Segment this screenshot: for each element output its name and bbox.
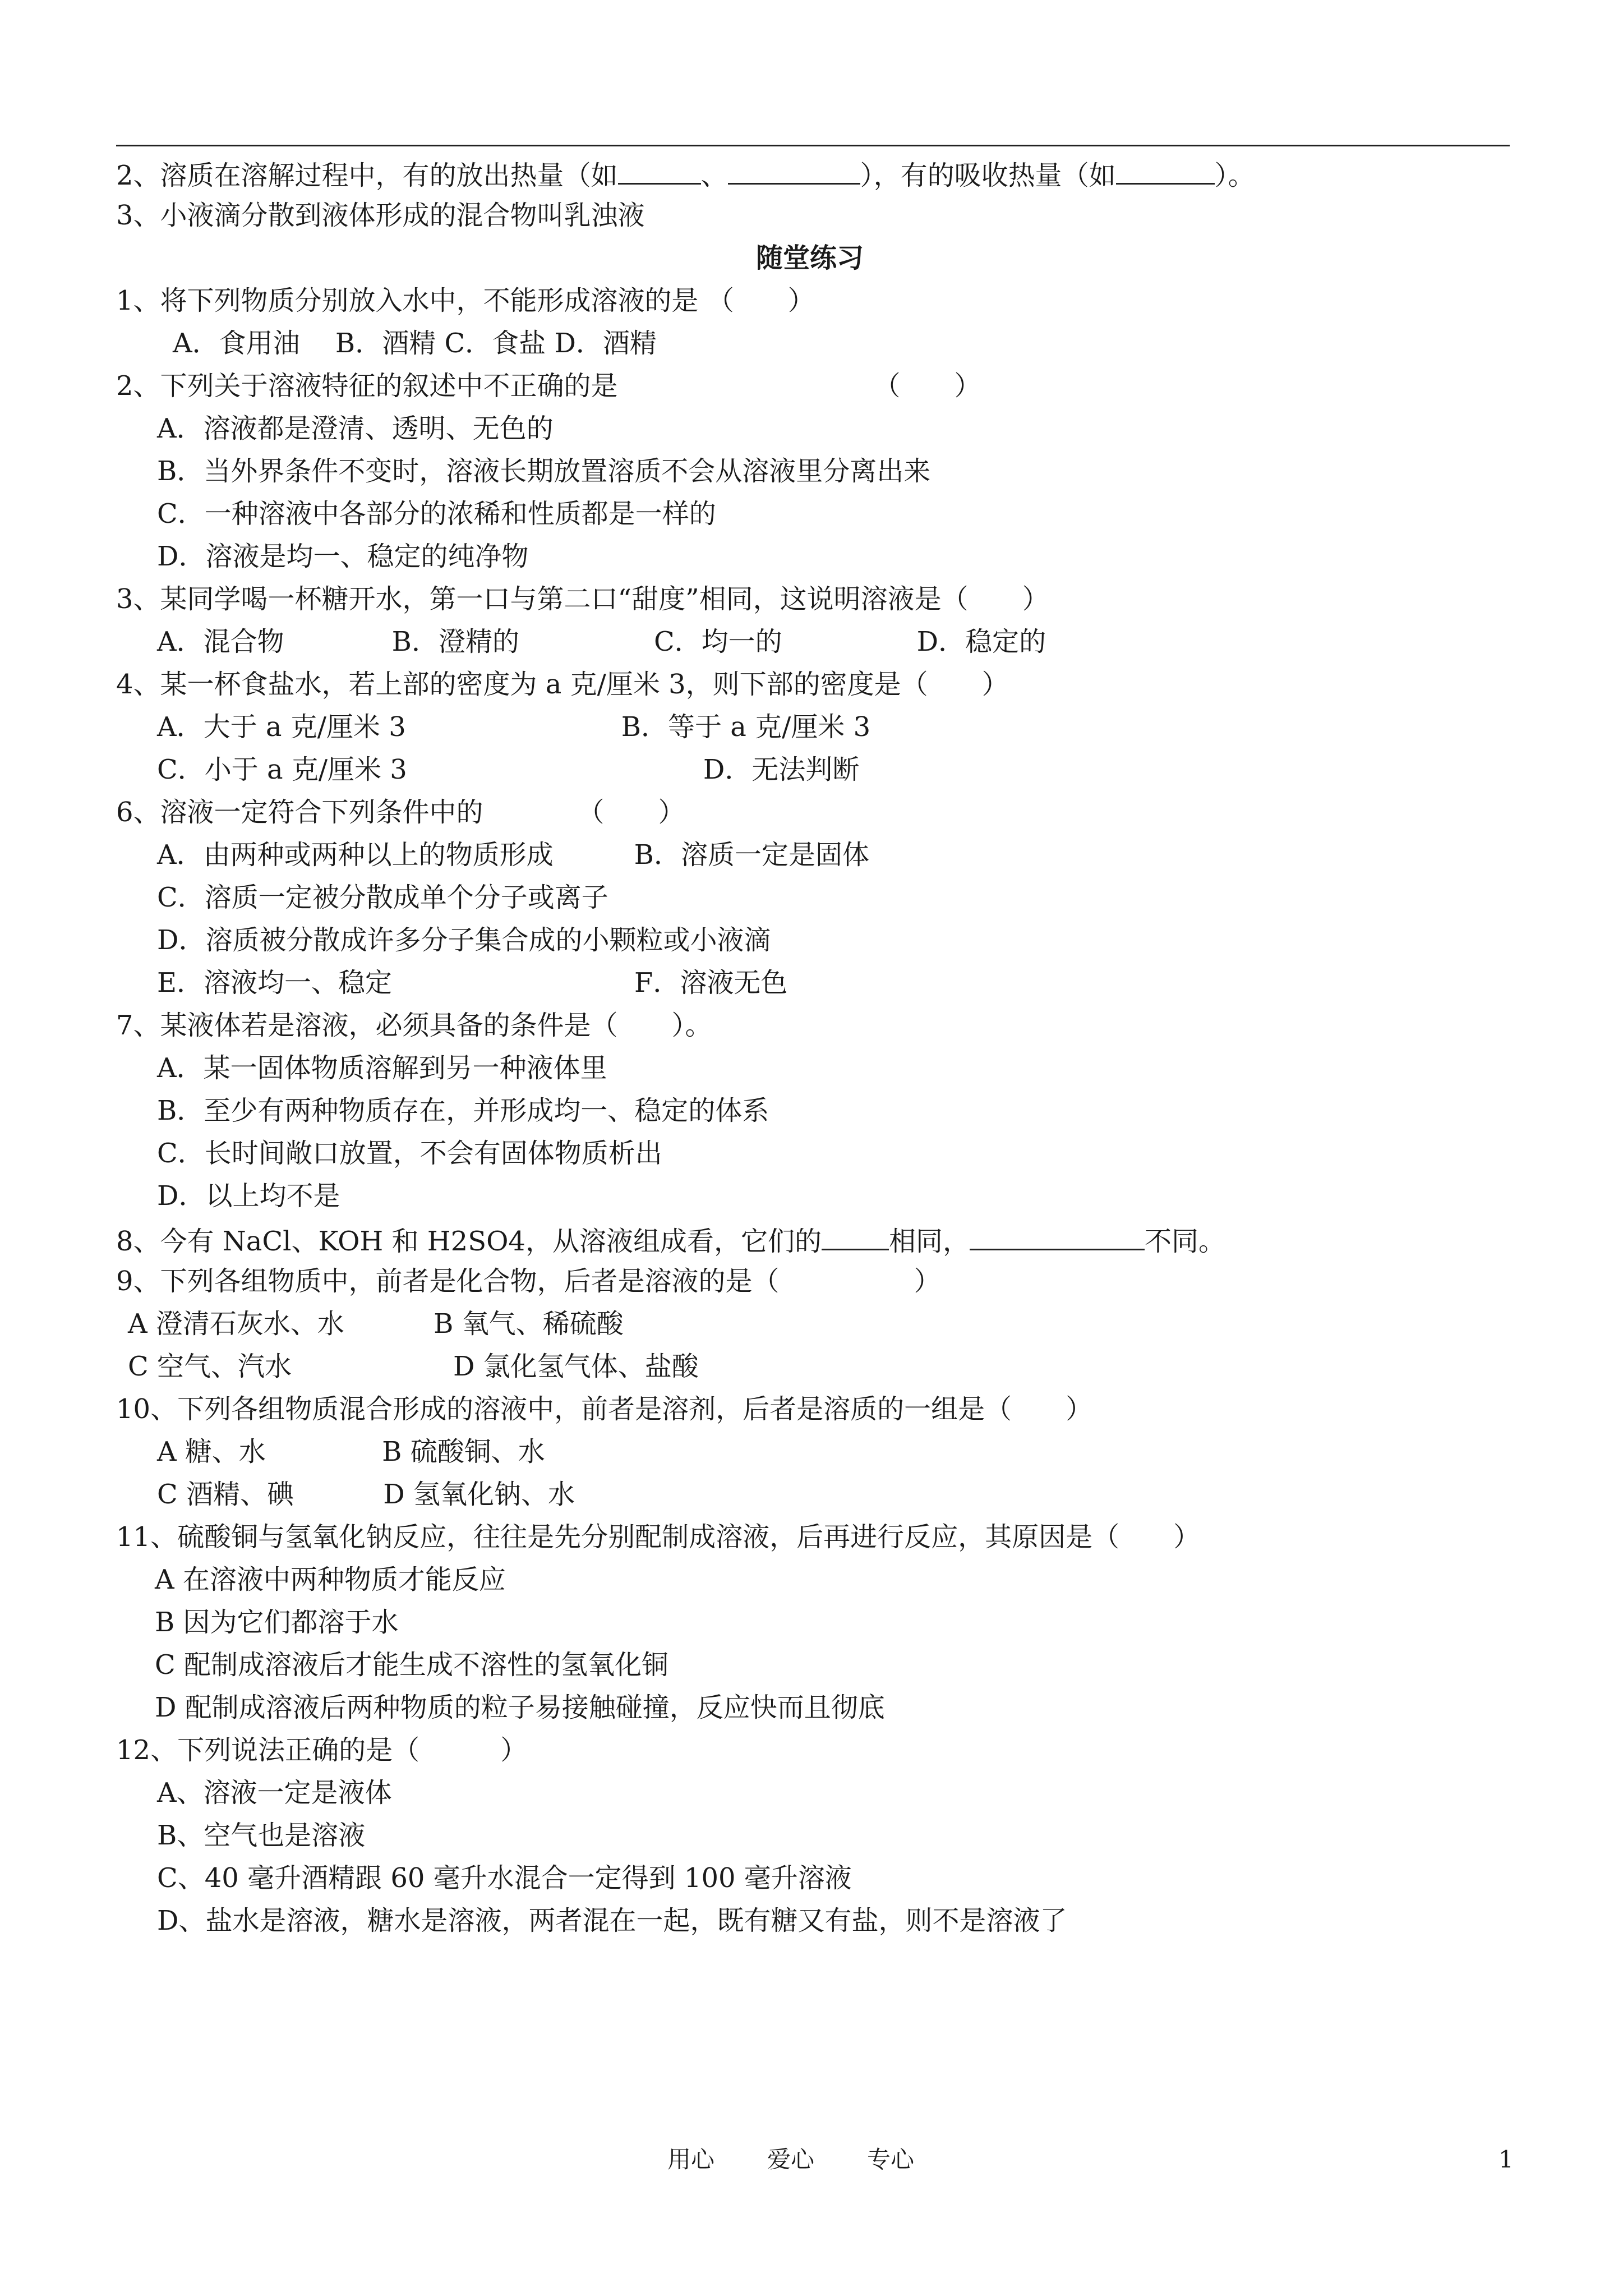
question-option: A．某一固体物质溶解到另一种液体里	[157, 1052, 607, 1084]
answer-blank[interactable]	[1116, 156, 1215, 185]
intro-q2-line	[116, 156, 1255, 190]
question-stem: 9、下列各组物质中，前者是化合物，后者是溶液的是（ ）	[116, 1266, 941, 1297]
q8-text-a: 8、今有 NaCl、KOH 和 H2SO4，从溶液组成看，它们的	[116, 1226, 822, 1257]
question-stem: 1、将下列物质分别放入水中，不能形成溶液的是 （ ）	[116, 285, 815, 316]
question-option: A 澄清石灰水、水 B 氧气、稀硫酸	[128, 1308, 624, 1340]
question-option: D、盐水是溶液，糖水是溶液，两者混在一起，既有糖又有盐，则不是溶液了	[157, 1905, 1067, 1936]
question-stem: 12、下列说法正确的是（ ）	[116, 1734, 528, 1766]
question-option: A、溶液一定是液体	[157, 1777, 392, 1809]
question-option: C 空气、汽水 D 氯化氢气体、盐酸	[128, 1351, 699, 1382]
question-option: C．小于 a 克/厘米 3 D．无法判断	[157, 754, 860, 785]
question-option: A．食用油 B．酒精 C．食盐 D．酒精	[173, 328, 657, 359]
question-stem: 6、溶液一定符合下列条件中的 （ ）	[116, 797, 685, 828]
question-option: D．以上均不是	[157, 1180, 340, 1212]
question-option: B．至少有两种物质存在，并形成均一、稳定的体系	[157, 1095, 769, 1126]
question-option: D．溶质被分散成许多分子集合成的小颗粒或小液滴	[157, 924, 771, 956]
question-stem: 11、硫酸铜与氢氧化钠反应，往往是先分别配制成溶液，后再进行反应，其原因是（ ）	[116, 1521, 1201, 1553]
answer-blank[interactable]	[970, 1222, 1145, 1250]
question-option: B 因为它们都溶于水	[155, 1607, 399, 1638]
question-option: C、40 毫升酒精跟 60 毫升水混合一定得到 100 毫升溶液	[157, 1862, 852, 1894]
page-number: 1	[1498, 2146, 1514, 2173]
question-option: A．混合物 B．澄精的 C．均一的 D．稳定的	[157, 626, 1046, 657]
question-option: D．溶液是均一、稳定的纯净物	[157, 541, 529, 572]
answer-blank[interactable]	[618, 156, 701, 185]
question-stem: 10、下列各组物质混合形成的溶液中，前者是溶剂，后者是溶质的一组是（ ）	[116, 1393, 1093, 1425]
intro-q2-sep: 、	[700, 160, 728, 191]
question-option: A 糖、水 B 硫酸铜、水	[157, 1436, 545, 1467]
q8-text-c: 不同。	[1144, 1226, 1225, 1257]
header-rule	[116, 145, 1510, 146]
intro-q2-text-a: 2、溶质在溶解过程中，有的放出热量（如	[116, 160, 618, 191]
question-option: A．溶液都是澄清、透明、无色的	[157, 413, 554, 444]
question-option: B．当外界条件不变时，溶液长期放置溶质不会从溶液里分离出来	[157, 455, 931, 487]
question-option: B、空气也是溶液	[157, 1820, 366, 1851]
question-option: C 酒精、碘 D 氢氧化钠、水	[157, 1479, 575, 1510]
section-title: 随堂练习	[756, 242, 864, 274]
intro-q2-text-c: ）。	[1214, 160, 1255, 191]
question-option: A．由两种或两种以上的物质形成 B．溶质一定是固体	[157, 839, 869, 871]
footer-motto-1: 用心	[667, 2146, 715, 2173]
question-option: D 配制成溶液后两种物质的粒子易接触碰撞，反应快而且彻底	[155, 1692, 885, 1723]
question-stem: 2、下列关于溶液特征的叙述中不正确的是 （ ）	[116, 370, 981, 402]
question-stem: 7、某液体若是溶液，必须具备的条件是（ ）。	[116, 1010, 712, 1041]
intro-q3-line: 3、小液滴分散到液体形成的混合物叫乳浊液	[116, 200, 645, 231]
q8-line	[116, 1222, 1225, 1255]
question-option: A．大于 a 克/厘米 3 B．等于 a 克/厘米 3	[157, 711, 871, 743]
answer-blank[interactable]	[728, 156, 860, 185]
question-option: E．溶液均一、稳定 F．溶液无色	[157, 967, 788, 999]
footer-motto-2: 爱心	[767, 2146, 815, 2173]
question-stem: 3、某同学喝一杯糖开水，第一口与第二口“甜度”相同，这说明溶液是（ ）	[116, 583, 1049, 615]
question-option: C．一种溶液中各部分的浓稀和性质都是一样的	[157, 498, 716, 530]
question-option: A 在溶液中两种物质才能反应	[155, 1564, 506, 1595]
intro-q2-text-b: ），有的吸收热量（如	[860, 160, 1116, 191]
question-option: C．长时间敞口放置，不会有固体物质析出	[157, 1138, 662, 1169]
question-option: C 配制成溶液后才能生成不溶性的氢氧化铜	[155, 1649, 668, 1681]
question-stem: 4、某一杯食盐水，若上部的密度为 a 克/厘米 3，则下部的密度是（ ）	[116, 669, 1009, 700]
q8-text-b: 相同，	[888, 1226, 970, 1257]
question-option: C．溶质一定被分散成单个分子或离子	[157, 882, 608, 913]
footer-motto-3: 专心	[867, 2146, 915, 2173]
answer-blank[interactable]	[822, 1222, 889, 1250]
